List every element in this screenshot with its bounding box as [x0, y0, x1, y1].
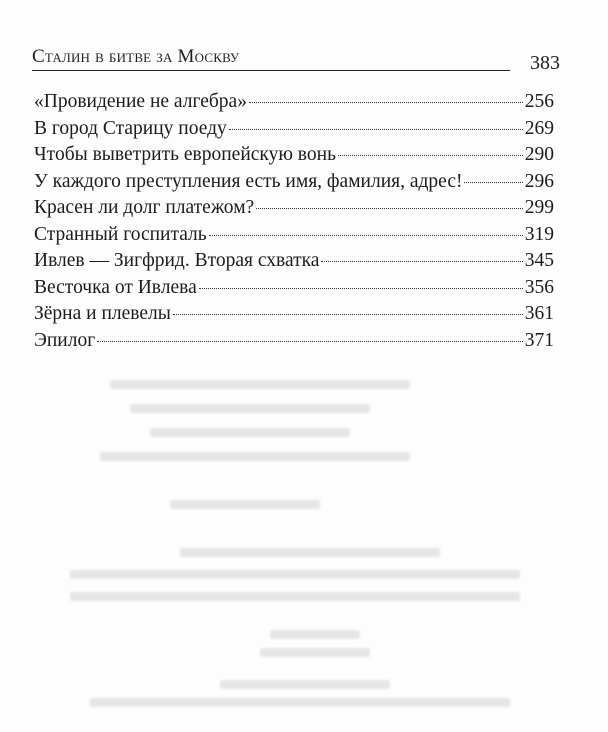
show-through-line	[110, 380, 410, 389]
toc-entry	[34, 330, 554, 357]
toc-entry-page: 290	[524, 144, 554, 165]
toc-entry-page: 356	[524, 276, 554, 298]
toc-entry	[34, 303, 554, 330]
toc-entry-title: В город Старицу поеду	[34, 117, 227, 139]
show-through-line	[70, 570, 520, 579]
toc-entry-title: Странный госпиталь	[34, 223, 207, 245]
table-of-contents	[34, 91, 554, 356]
running-head	[32, 38, 562, 76]
toc-entry-title: Красен ли долг платежом?	[34, 197, 255, 218]
show-through-line	[70, 592, 520, 601]
toc-leader-dots	[229, 129, 523, 130]
page-number: 383	[530, 52, 560, 74]
show-through-line	[90, 698, 510, 707]
toc-leader-dots	[97, 341, 523, 342]
show-through-line	[270, 630, 360, 639]
toc-entry	[34, 118, 554, 145]
toc-entry-title: Весточка от Ивлева	[34, 276, 197, 298]
toc-entry-page: 299	[524, 197, 554, 218]
toc-entry-title: Зёрна и плевелы	[34, 303, 171, 324]
toc-entry-title: «Провидение не алгебра»	[34, 91, 247, 112]
show-through-line	[150, 428, 350, 437]
toc-entry-page: 345	[524, 250, 554, 271]
toc-entry	[34, 197, 554, 224]
toc-entry	[34, 144, 554, 171]
show-through-line	[100, 452, 410, 461]
toc-entry-title: Эпилог	[34, 329, 96, 351]
toc-entry-page: 319	[524, 223, 554, 245]
toc-entry-title: Ивлев — Зигфрид. Вторая схватка	[34, 250, 320, 271]
toc-leader-dots	[256, 208, 523, 209]
show-through-line	[220, 680, 390, 689]
toc-leader-dots	[249, 102, 523, 103]
toc-leader-dots	[321, 261, 522, 262]
toc-entry-page: 361	[524, 303, 554, 324]
toc-entry	[34, 224, 554, 251]
toc-entry-page: 256	[524, 91, 554, 112]
toc-leader-dots	[173, 314, 523, 315]
show-through-line	[260, 648, 370, 657]
toc-entry	[34, 91, 554, 118]
toc-leader-dots	[209, 235, 523, 236]
toc-leader-dots	[199, 288, 523, 289]
toc-entry	[34, 277, 554, 304]
toc-entry-page: 296	[524, 170, 554, 192]
toc-entry	[34, 171, 554, 198]
toc-entry-title: У каждого преступления есть имя, фамилия, адрес!	[34, 170, 463, 192]
toc-entry-page: 371	[524, 329, 554, 351]
toc-leader-dots	[464, 182, 522, 183]
toc-entry-page: 269	[524, 117, 554, 139]
toc-entry-title: Чтобы выветрить европейскую вонь	[34, 144, 336, 165]
show-through-line	[170, 500, 320, 509]
toc-entry	[34, 250, 554, 277]
toc-leader-dots	[338, 155, 523, 156]
show-through-line	[130, 404, 370, 413]
show-through-texture	[70, 380, 540, 710]
header-rule	[32, 70, 510, 71]
running-title: Сталин в битве за Москву	[32, 46, 240, 67]
show-through-line	[180, 548, 440, 557]
